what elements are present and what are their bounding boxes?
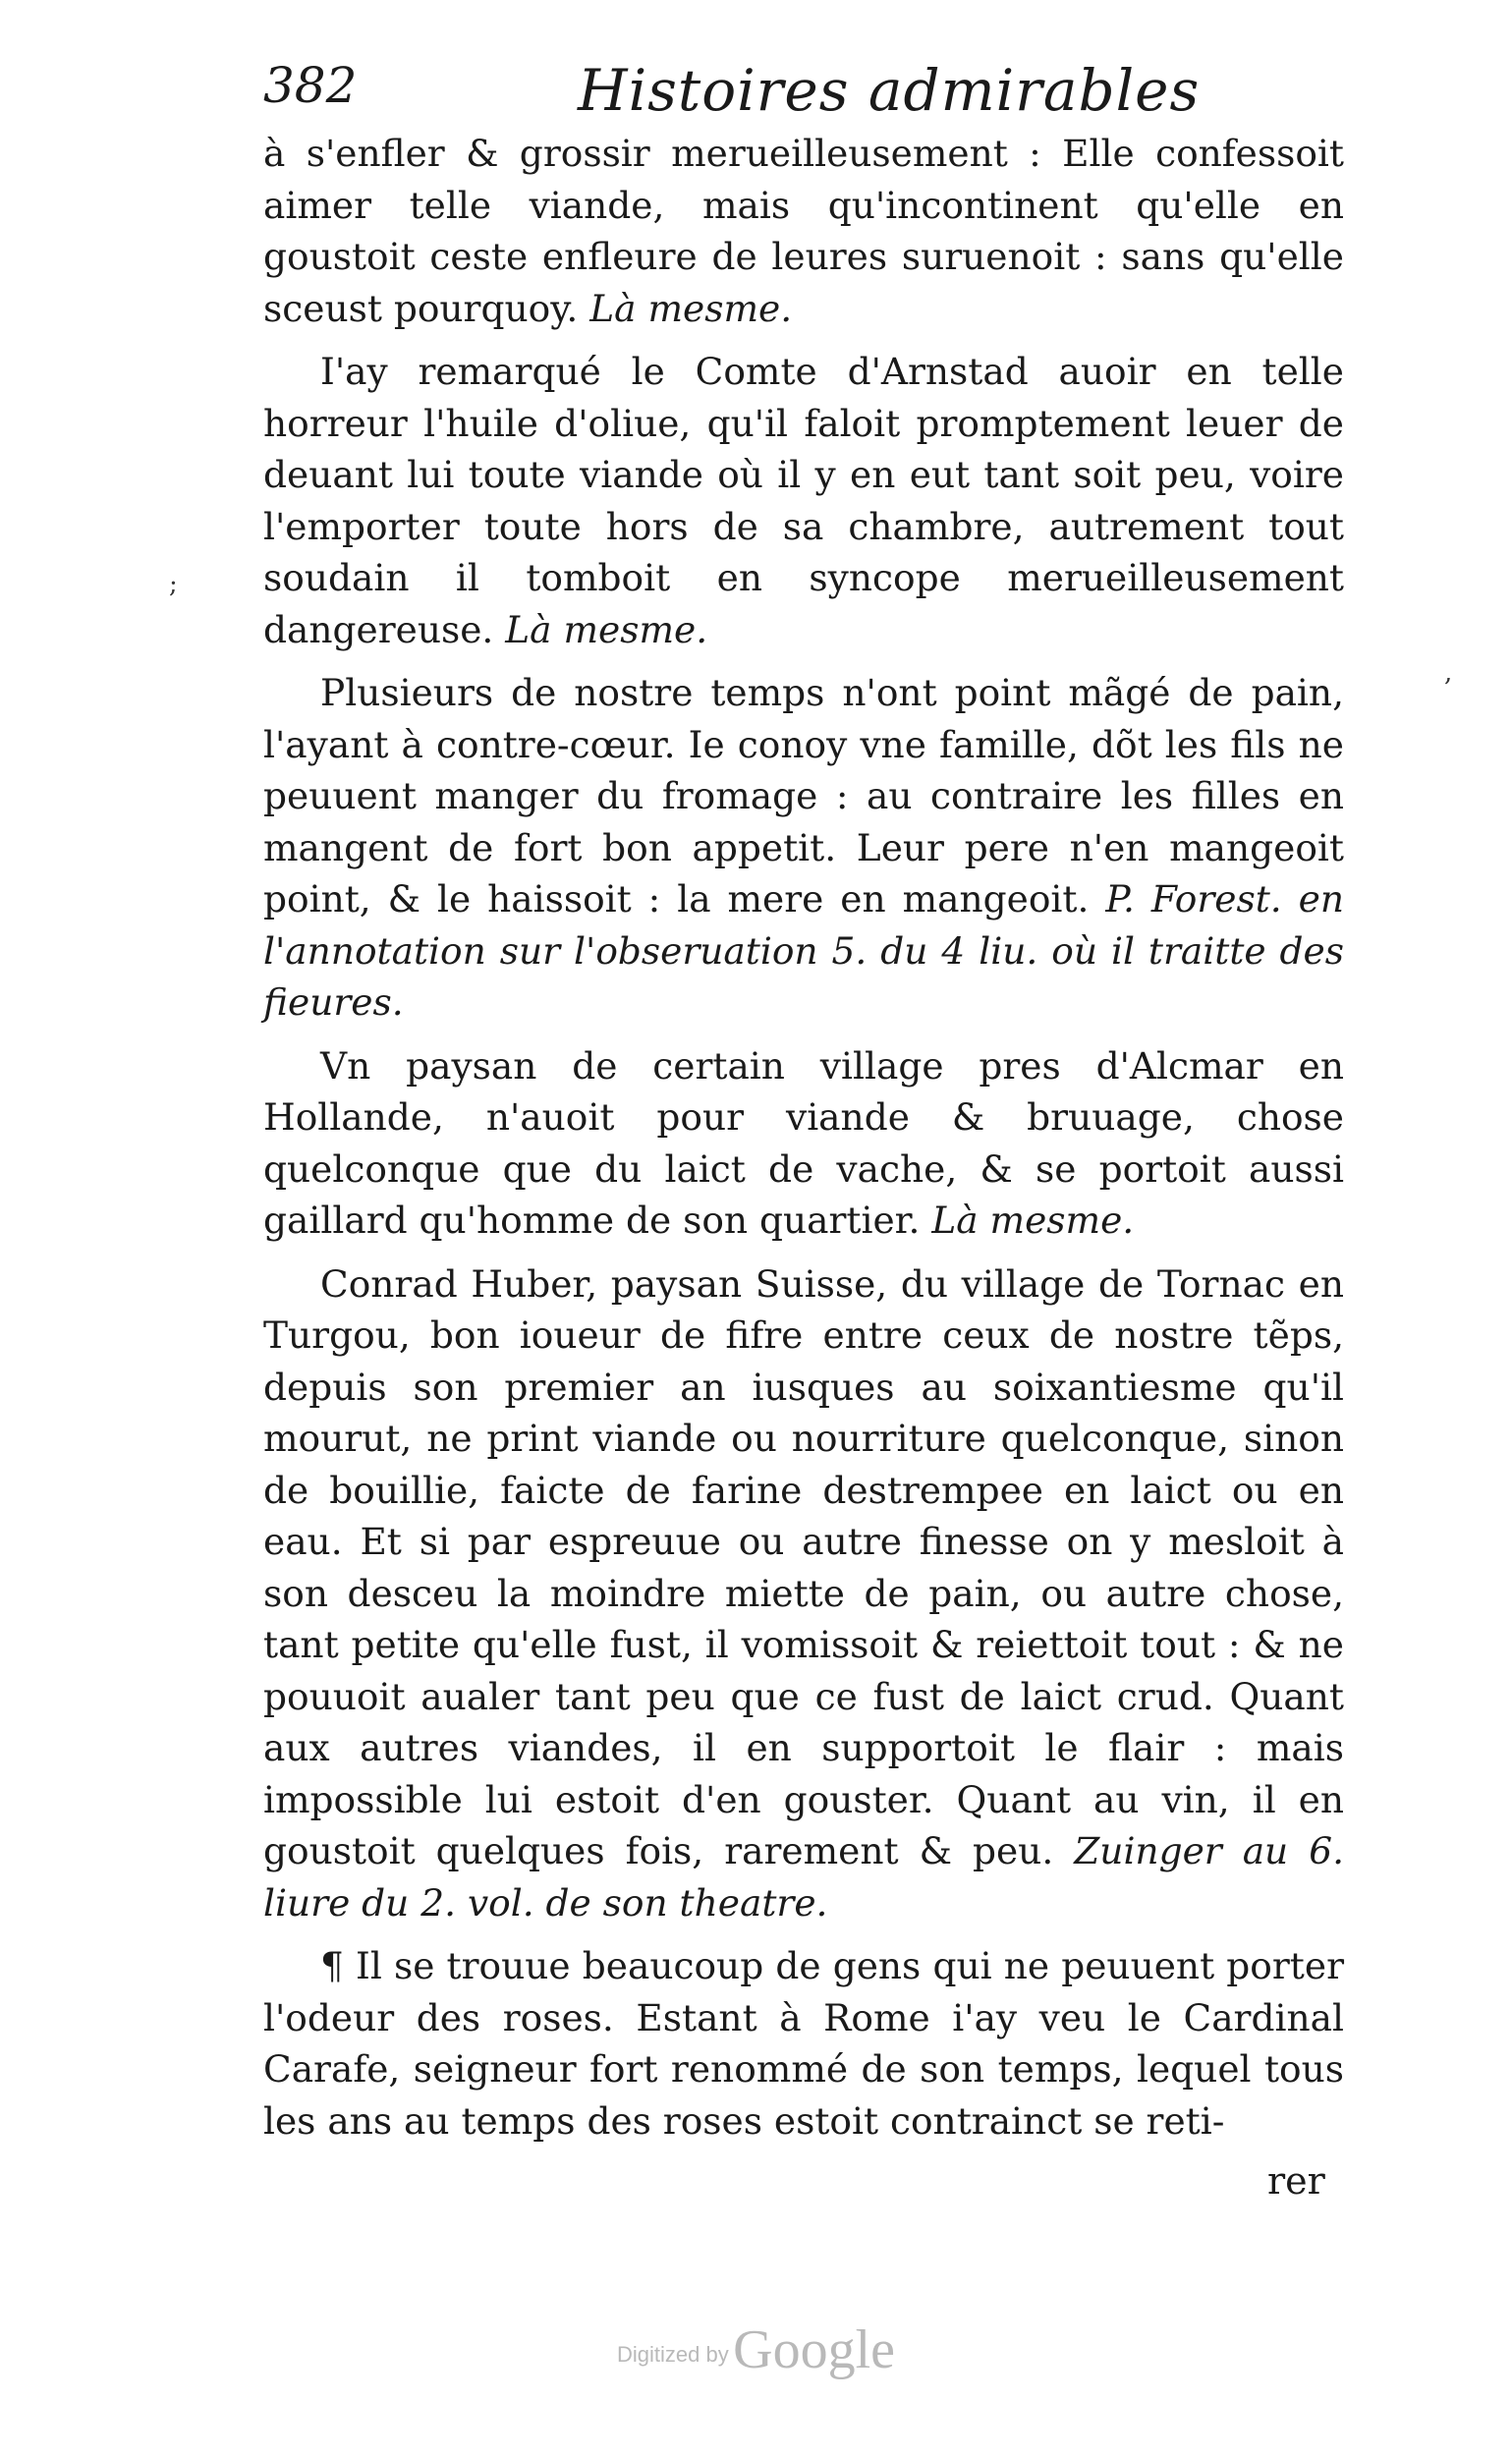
digitized-watermark: [0, 2318, 1512, 2381]
paragraph: [263, 1040, 1344, 1247]
page-number: 382: [263, 57, 358, 114]
paragraph: [263, 346, 1344, 655]
citation: P. Forest. en l'annotation sur l'obseruation 5. du 4 liu. où il traitte des fieures.: [263, 877, 1344, 1024]
paragraph: [263, 1940, 1344, 2147]
ink-mark-icon: ,: [1444, 658, 1453, 688]
citation: Là mesme.: [931, 1199, 1135, 1242]
citation: Zuinger au 6. liure du 2. vol. de son theatre.: [263, 1829, 1344, 1925]
ink-mark-icon: ;: [169, 570, 178, 599]
citation: Là mesme.: [589, 286, 793, 330]
paragraph: [263, 1258, 1344, 1929]
paragraph: [263, 128, 1344, 334]
citation: Là mesme.: [505, 607, 708, 651]
paragraph: [263, 667, 1344, 1029]
paragraph-text: Conrad Huber, paysan Suisse, du village de Tornac en Turgou, bon ioueur de fifre entre ceux de nostre tẽps, depuis son premier an iusques au soixantiesme qu'il mourut, ne print viande ou nourriture quelconque, sinon de bouillie, faicte de farine destrempee en laict ou en eau. Et si par espreuue ou autre finesse on y mesloit à son desceu la moindre miette de pain, ou autre chose, tant petite qu'elle fust, il vomissoit & reiettoit tout : & ne pouuoit aualer tant peu que ce fust de laict crud. Quant aux autres viandes, il en supportoit le flair : mais impossible lui estoit d'en gouster. Quant au vin, il en goustoit quelques fois, rarement & peu.: [263, 1261, 1344, 1872]
body-text: [263, 128, 1344, 2147]
running-title: Histoires admirables: [578, 57, 1201, 124]
google-logo: Google: [733, 2319, 896, 2380]
page-header: [263, 57, 1344, 126]
paragraph-text: I'ay remarqué le Comte d'Arnstad auoir en telle horreur l'huile d'oliue, qu'il faloit promptement leuer de deuant lui toute viande où il y en eut tant soit peu, voire l'emporter toute hors de sa chambre, autrement tout soudain il tomboit en syncope merueilleusement dangereuse.: [263, 350, 1344, 651]
paragraph-text: Plusieurs de nostre temps n'ont point mãgé de pain, l'ayant à contre-cœur. Ie conoy vne famille, dõt les fils ne peuuent manger du fromage : au contraire les filles en mangent de fort bon appetit. Leur pere n'en mangeoit point, & le haissoit : la mere en mangeoit.: [263, 671, 1344, 921]
paragraph-text: ¶ Il se trouue beaucoup de gens qui ne peuuent porter l'odeur des roses. Estant à Rome i'ay veu le Cardinal Carafe, seigneur fort renommé de son temps, lequel tous les ans au temps des roses estoit contrainct se reti-: [263, 1944, 1344, 2143]
catchword: rer: [1267, 2159, 1325, 2203]
watermark-prefix: Digitized by: [616, 2342, 729, 2367]
paragraph-text: à s'enfler & grossir merueilleusement : Elle confessoit aimer telle viande, mais qu'incontinent qu'elle en goustoit ceste enfleure de leures suruenoit : sans qu'elle sceust pourquoy.: [263, 132, 1344, 330]
paragraph-text: Vn paysan de certain village pres d'Alcmar en Hollande, n'auoit pour viande & bruuage, chose quelconque que du laict de vache, & se portoit aussi gaillard qu'homme de son quartier.: [263, 1043, 1344, 1242]
